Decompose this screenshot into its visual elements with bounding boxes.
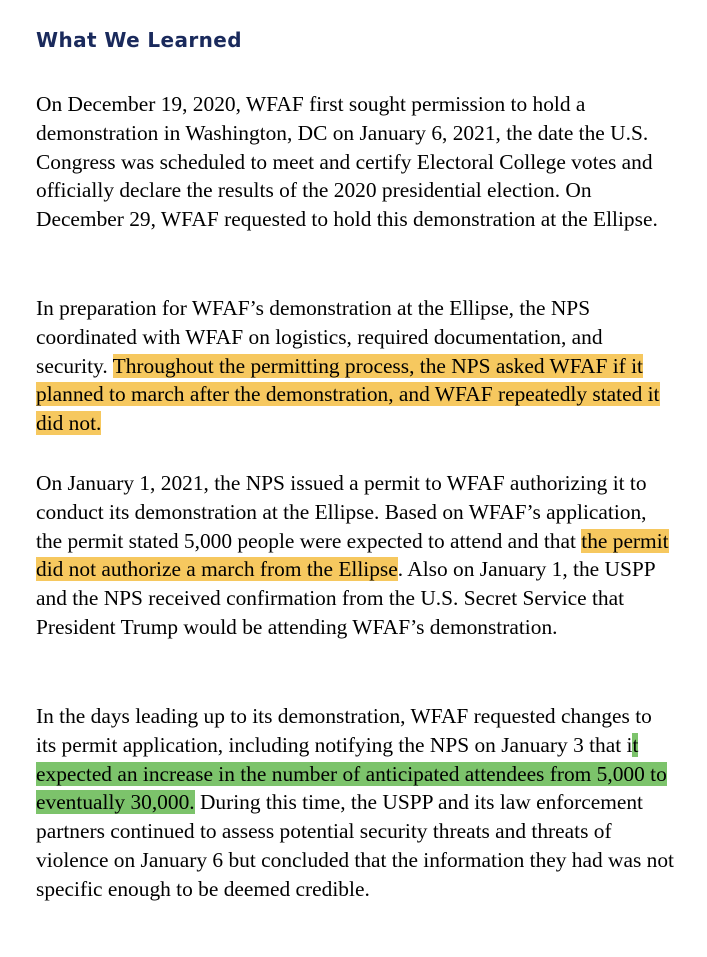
cropped-previous-line <box>36 0 656 6</box>
paragraph-text: On December 19, 2020, WFAF first sought permission to hold a demonstration in Washington, DC on January 6, 2021, the date the U.S. Congress was scheduled to meet and certify Electoral College votes and officially declare the results of the 2020 presidential election. On December 29, WFAF requested to hold this demonstration at the Ellipse. <box>36 92 658 232</box>
paragraph-text: In preparation for WFAF’s demonstration at the Ellipse, the NPS coordinated with WFAF on logistics, required documentation, and security. <box>36 296 603 378</box>
highlight-yellow: the permit did not authorize a march from the Ellipse <box>36 528 669 582</box>
paragraph-attendance-change <box>36 702 676 904</box>
paragraph-text: On January 1, 2021, the NPS issued a permit to WFAF authorizing it to conduct its demonstration at the Ellipse. Based on WFAF’s application, the permit stated 5,000 people were expected to attend and that <box>36 471 647 553</box>
paragraph-text: In the days leading up to its demonstration, WFAF requested changes to its permit application, including notifying the NPS on January 3 that i <box>36 704 652 757</box>
paragraph-preparation <box>36 294 676 438</box>
paragraph-text: . Also on January 1, the USPP and the NPS received confirmation from the U.S. Secret Service that President Trump would be attending WFAF’s demonstration. <box>36 557 655 639</box>
highlight-yellow: Throughout the permitting process, the NPS asked WFAF if it planned to march after the demonstration, and WFAF repeatedly stated it did not. <box>36 353 660 436</box>
paragraph-permit-issued <box>36 469 676 642</box>
section-heading: What We Learned <box>36 28 242 52</box>
paragraph-permission-request <box>36 90 676 234</box>
highlight-green: t expected an increase in the number of anticipated attendees from 5,000 to eventually 30,000. <box>36 732 667 815</box>
paragraph-text: During this time, the USPP and its law enforcement partners continued to assess potential security threats and threats of violence on January 6 but concluded that the information they had was not specific enough to be deemed credible. <box>36 790 674 901</box>
